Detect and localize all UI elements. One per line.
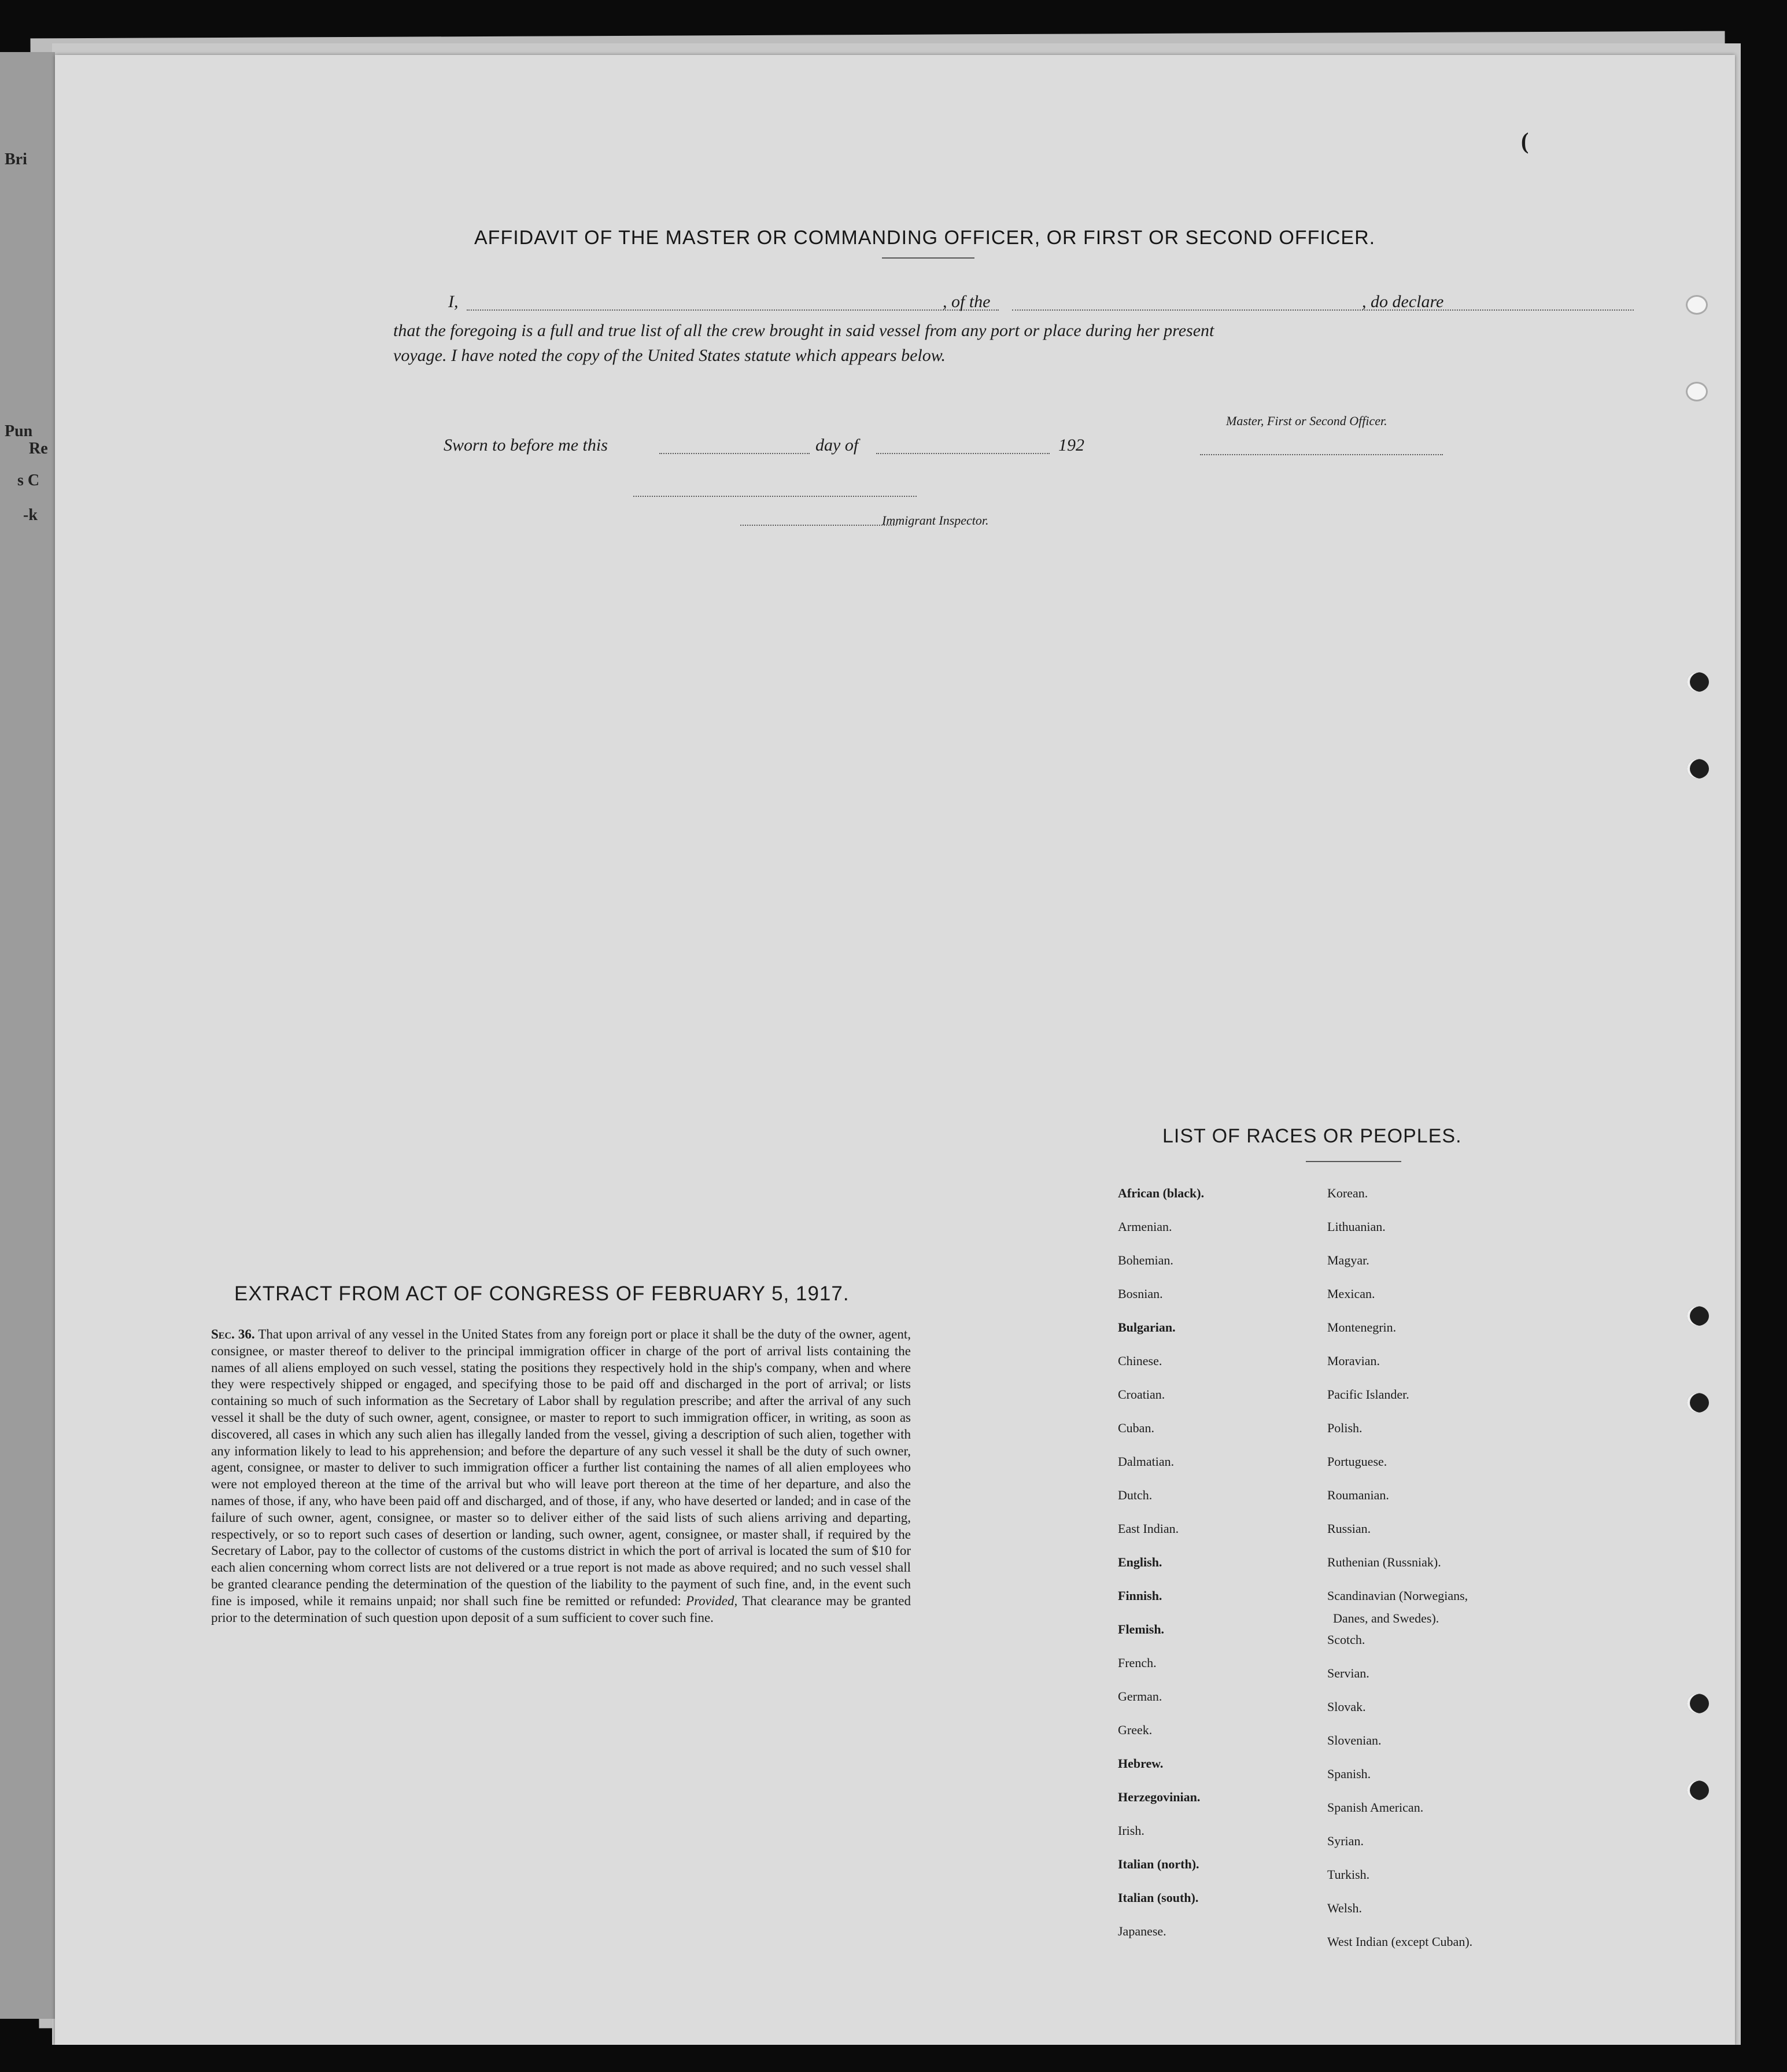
- race-entry: Bulgarian.: [1118, 1320, 1176, 1334]
- punch-hole-icon: [1687, 672, 1709, 692]
- race-entry: Magyar.: [1327, 1253, 1369, 1267]
- inspector-label: Immigrant Inspector.: [882, 513, 989, 528]
- race-entry: Japanese.: [1118, 1924, 1166, 1938]
- race-entry: Lithuanian.: [1327, 1219, 1386, 1234]
- race-entry: Chinese.: [1118, 1354, 1162, 1368]
- affidavit-i-label: I,: [448, 292, 459, 311]
- race-entry: Croatian.: [1118, 1387, 1165, 1402]
- race-entry: Bosnian.: [1118, 1286, 1163, 1301]
- strip-fragment: s C: [17, 471, 40, 489]
- race-entry: German.: [1118, 1689, 1162, 1704]
- provided-label: Provided,: [686, 1593, 738, 1608]
- race-entry: Bohemian.: [1118, 1253, 1173, 1267]
- divider: [882, 257, 974, 259]
- race-entry: Pacific Islander.: [1327, 1387, 1409, 1402]
- race-entry: Spanish.: [1327, 1767, 1371, 1781]
- statute-text: [211, 1326, 911, 1626]
- race-entry: Dalmatian.: [1118, 1454, 1175, 1469]
- month-blank-line[interactable]: [876, 453, 1050, 454]
- race-entry: French.: [1118, 1656, 1157, 1670]
- race-entry-continuation: Danes, and Swedes).: [1333, 1611, 1439, 1625]
- do-declare-label: , do declare: [1362, 292, 1444, 311]
- race-entry: Russian.: [1327, 1521, 1371, 1536]
- race-entry: African (black).: [1118, 1186, 1205, 1200]
- punch-hole-icon: [1687, 1393, 1709, 1413]
- affidavit-statement-line: voyage. I have noted the copy of the United States statute which appears below.: [393, 346, 946, 365]
- race-entry: Irish.: [1118, 1823, 1144, 1838]
- race-entry: Cuban.: [1118, 1421, 1154, 1435]
- race-entry: Greek.: [1118, 1723, 1153, 1737]
- punch-hole-icon: [1687, 759, 1709, 779]
- strip-fragment: Re: [29, 440, 48, 458]
- race-entry: Slovak.: [1327, 1699, 1366, 1714]
- corner-mark: (: [1521, 128, 1529, 154]
- race-entry: Syrian.: [1327, 1834, 1364, 1848]
- name-blank-line[interactable]: [467, 309, 999, 311]
- race-entry: Flemish.: [1118, 1622, 1165, 1636]
- divider: [1306, 1161, 1401, 1162]
- affidavit-statement-line: that the foregoing is a full and true list of all the crew brought in said vessel from any port or place during her present: [393, 321, 1214, 340]
- race-entry: Welsh.: [1327, 1901, 1362, 1915]
- statute-body: That upon arrival of any vessel in the United States from any foreign port or place it shall be the duty of the owner, agent, consignee, or master thereof to deliver to the principal immigration officer in charge of the port of arrival lists containing the names of all aliens employed on such vessel, stating the positions they respectively hold in the ship's company, when and where they were respectively shipped or engaged, and specifying those to be paid off and discharged in the port of arrival; or lists containing so much of such information as the Secretary of Labor shall by regulation prescribe; and after the arrival of any such vessel it shall be the duty of such owner, agent, consignee, or master to report to such immigration officer, in writing, as soon as discovered, all cases in which any such alien has illegally landed from the vessel, giving a description of such alien, together with any information likely to lead to his apprehension; and before the departure of any such vessel it shall be the duty of such owner, agent, consignee, or master to deliver to such immigration officer a further list containing the names of all alien employees who were not employed thereon at the time of the arrival but who will leave port thereon at the time of her departure, and also the names of those, if any, who have been paid off and discharged, and of those, if any, who have deserted or landed; and in case of the failure of such owner, agent, consignee, or master so to deliver either of the said lists of such aliens arriving and departing, respectively, or so to report such cases of desertion or landing, such owner, agent, consignee, or master shall, if required by the Secretary of Labor, pay to the collector of customs of the customs district in which the port of arrival is located the sum of $10 for each alien concerning whom correct lists are not delivered or a true report is not made as above required; and no such vessel shall be granted clearance pending the determination of the question of the liability to the payment of such fine, and, in the event such fine is imposed, while it remains unpaid; nor shall such fine be remitted or refunded:: [211, 1327, 911, 1608]
- race-entry: East Indian.: [1118, 1521, 1179, 1536]
- strip-fragment: Bri: [5, 150, 27, 168]
- vessel-blank-line[interactable]: [1012, 309, 1634, 311]
- officer-signature-line[interactable]: [1200, 454, 1443, 455]
- race-entry: Dutch.: [1118, 1488, 1153, 1502]
- race-entry: Turkish.: [1327, 1867, 1370, 1882]
- signer-label: Master, First or Second Officer.: [1226, 414, 1387, 428]
- race-entry: Scandinavian (Norwegians,: [1327, 1588, 1468, 1603]
- race-entry: Spanish American.: [1327, 1800, 1424, 1815]
- punch-hole-icon: [1687, 1780, 1709, 1800]
- race-entry: Servian.: [1327, 1666, 1369, 1680]
- extract-title: EXTRACT FROM ACT OF CONGRESS OF FEBRUARY 5, 1917.: [234, 1282, 850, 1305]
- races-title: LIST OF RACES OR PEOPLES.: [1162, 1125, 1462, 1147]
- inspector-signature-line[interactable]: [633, 496, 917, 497]
- race-entry: West Indian (except Cuban).: [1327, 1934, 1473, 1949]
- punch-hole-icon: [1686, 382, 1708, 401]
- strip-fragment: Pun: [5, 422, 33, 440]
- race-entry: Montenegrin.: [1327, 1320, 1397, 1334]
- race-entry: Slovenian.: [1327, 1733, 1382, 1747]
- year-label: 192: [1058, 436, 1084, 455]
- statute-proviso: That clearance may be granted prior to the determination of such question upon deposit of a sum sufficient to cover such fine.: [211, 1593, 911, 1625]
- race-entry: Italian (north).: [1118, 1857, 1199, 1871]
- race-entry: Scotch.: [1327, 1632, 1365, 1647]
- race-entry: Hebrew.: [1118, 1756, 1164, 1771]
- race-entry: Polish.: [1327, 1421, 1363, 1435]
- adjacent-page-strip: [0, 52, 55, 2019]
- punch-hole-icon: [1686, 295, 1708, 315]
- race-entry: Mexican.: [1327, 1286, 1375, 1301]
- race-entry: Ruthenian (Russniak).: [1327, 1555, 1441, 1569]
- strip-fragment: -k: [23, 506, 38, 524]
- punch-hole-icon: [1687, 1306, 1709, 1326]
- race-entry: Korean.: [1327, 1186, 1368, 1200]
- day-of-label: day of: [815, 436, 859, 455]
- race-entry: Armenian.: [1118, 1219, 1172, 1234]
- sworn-label: Sworn to before me this: [444, 436, 608, 455]
- section-label: Sec. 36.: [211, 1327, 255, 1341]
- race-entry: Herzegovinian.: [1118, 1790, 1201, 1804]
- race-entry: Italian (south).: [1118, 1890, 1199, 1905]
- race-entry: Portuguese.: [1327, 1454, 1387, 1469]
- race-entry: English.: [1118, 1555, 1162, 1569]
- day-blank-line[interactable]: [659, 453, 810, 454]
- race-entry: Roumanian.: [1327, 1488, 1389, 1502]
- affidavit-title: AFFIDAVIT OF THE MASTER OR COMMANDING OFFICER, OR FIRST OR SECOND OFFICER.: [474, 227, 1376, 249]
- race-entry: Moravian.: [1327, 1354, 1380, 1368]
- inspector-name-line[interactable]: [740, 525, 896, 526]
- of-the-label: , of the: [943, 292, 991, 311]
- punch-hole-icon: [1687, 1694, 1709, 1713]
- race-entry: Finnish.: [1118, 1588, 1162, 1603]
- manifest-page: [55, 55, 1735, 2045]
